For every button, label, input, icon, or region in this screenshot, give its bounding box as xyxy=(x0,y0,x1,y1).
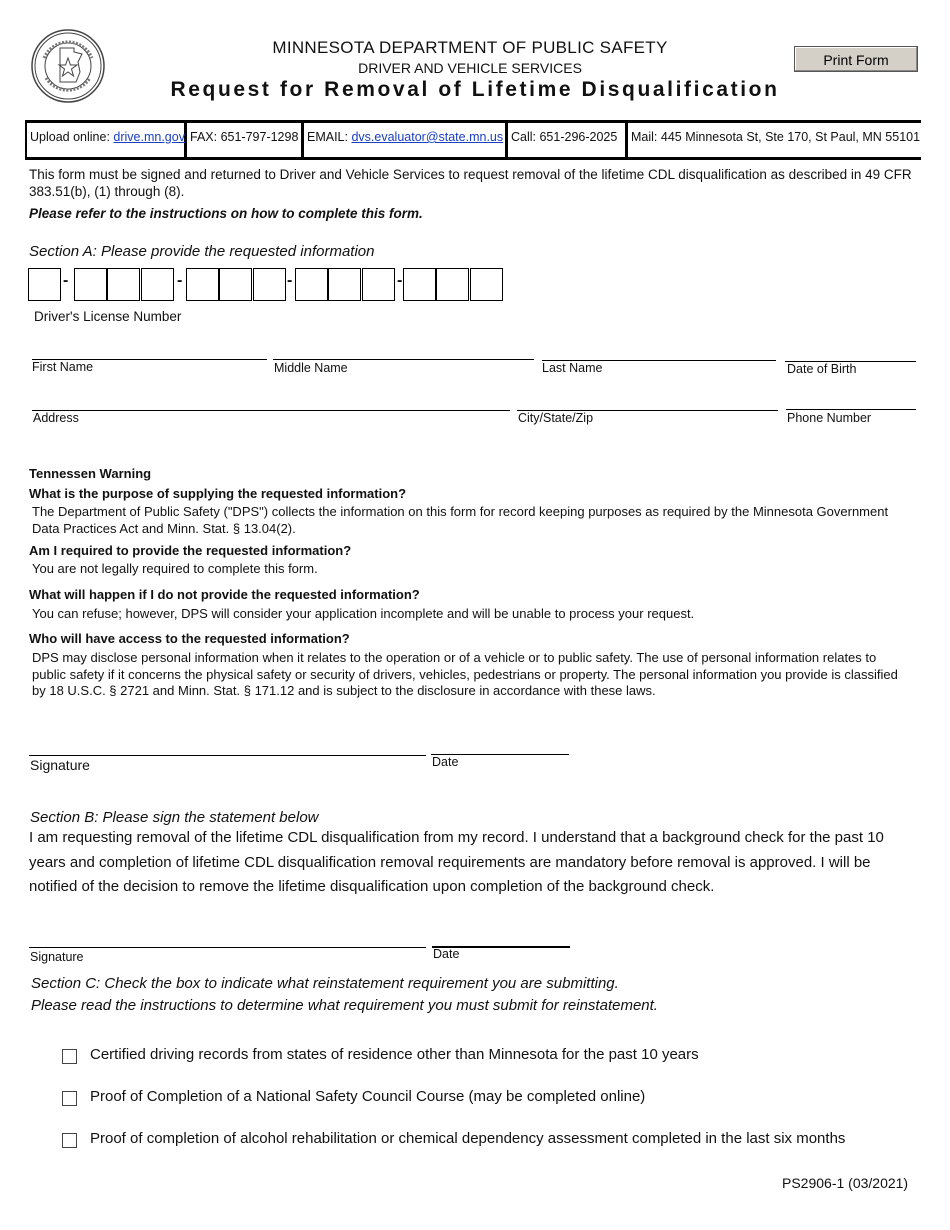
date-label: Date xyxy=(432,755,459,769)
checkbox-alcohol-rehab[interactable] xyxy=(62,1133,77,1148)
dl-digit-11[interactable] xyxy=(403,268,436,301)
call-cell: Call: 651-296-2025 xyxy=(508,123,628,157)
mail-cell: Mail: 445 Minnesota St, Ste 170, St Paul, MN 55101 xyxy=(631,130,921,144)
license-number-label: Driver's License Number xyxy=(34,309,182,324)
checkbox-label: Proof of Completion of a National Safety Council Course (may be completed online) xyxy=(90,1088,646,1105)
tennessen-answer: The Department of Public Safety ("DPS") collects the information on this form for record keeping purposes as required by the Minnesota Government Data Practices Act and Minn. Stat. § 13.04(2). xyxy=(32,504,889,536)
tennessen-question: Am I required to provide the requested information? xyxy=(29,543,352,558)
dl-digit-4[interactable] xyxy=(141,268,174,301)
print-form-button[interactable]: Print Form xyxy=(794,46,918,72)
section-b-statement: I am requesting removal of the lifetime CDL disqualification from my record. I understand that a background check for the past 10 years and completion of lifetime CDL disqualification removal requirements are mandatory before removal is approved. I will be notified of the decision to remove the lifetime disqualification upon completion of the background check. xyxy=(29,829,884,895)
dob-label: Date of Birth xyxy=(787,362,857,376)
email-link[interactable]: dvs.evaluator@state.mn.us xyxy=(351,130,504,144)
dl-digit-8[interactable] xyxy=(295,268,328,301)
dl-digit-9[interactable] xyxy=(328,268,361,301)
middle-name-field[interactable] xyxy=(273,359,534,360)
tennessen-answer: DPS may disclose personal information when it relates to the operation or of a vehicle or to public safety. The use of personal information relates to public safety if it concerns the physical safety or security of drivers, vehicles, pedestrians or property. The personal information you provide is classified by 18 U.S.C. § 2721 and Minn. Stat. § 171.12 and is subject to the disclosure in accordance with these laws. xyxy=(32,650,898,698)
dl-digit-1[interactable] xyxy=(28,268,61,301)
dl-digit-12[interactable] xyxy=(436,268,469,301)
agency-name: MINNESOTA DEPARTMENT OF PUBLIC SAFETY xyxy=(272,38,668,57)
dl-digit-2[interactable] xyxy=(74,268,107,301)
address-field[interactable] xyxy=(32,410,510,411)
email-cell xyxy=(304,123,508,157)
dl-separator: - xyxy=(397,272,403,289)
instructions-note: Please refer to the instructions on how to complete this form. xyxy=(29,206,423,221)
signature-label: Signature xyxy=(30,757,90,773)
middle-name-label: Middle Name xyxy=(274,361,348,375)
dl-digit-13[interactable] xyxy=(470,268,503,301)
section-c-heading: Section C: Check the box to indicate what reinstatement requirement you are submitting. xyxy=(31,975,619,992)
dl-separator: - xyxy=(177,272,183,289)
dl-digit-5[interactable] xyxy=(186,268,219,301)
phone-label: Phone Number xyxy=(787,411,872,425)
tennessen-answer: You are not legally required to complete this form. xyxy=(32,561,318,576)
upload-link[interactable]: drive.mn.gov xyxy=(113,130,185,144)
fax-cell: FAX: 651-797-1298 xyxy=(187,123,304,157)
form-number: PS2906-1 (03/2021) xyxy=(782,1175,909,1191)
tennessen-heading: Tennessen Warning xyxy=(29,466,152,481)
dl-separator: - xyxy=(63,272,69,289)
form-title: Request for Removal of Lifetime Disqualification xyxy=(170,78,780,101)
dl-digit-6[interactable] xyxy=(219,268,252,301)
section-b-heading: Section B: Please sign the statement below xyxy=(30,809,319,826)
first-name-label: First Name xyxy=(32,360,94,374)
tennessen-question: What is the purpose of supplying the requested information? xyxy=(29,486,407,501)
last-name-label: Last Name xyxy=(542,361,603,375)
contact-bar xyxy=(25,120,921,160)
dl-digit-10[interactable] xyxy=(362,268,395,301)
signature-field[interactable] xyxy=(29,755,426,756)
phone-field[interactable] xyxy=(786,409,916,410)
dl-digit-3[interactable] xyxy=(107,268,140,301)
section-c-subheading: Please read the instructions to determine what requirement you must submit for reinstatement. xyxy=(31,997,658,1014)
tennessen-answer: You can refuse; however, DPS will consider your application incomplete and will be unable to process your request. xyxy=(32,606,695,621)
city-state-zip-label: City/State/Zip xyxy=(518,411,594,425)
upload-prefix: Upload online: xyxy=(30,130,114,144)
checkbox-label: Proof of completion of alcohol rehabilitation or chemical dependency assessment completed in the last six months xyxy=(90,1130,846,1147)
dl-separator: - xyxy=(287,272,293,289)
tennessen-question: What will happen if I do not provide the requested information? xyxy=(29,587,420,602)
division-name: DRIVER AND VEHICLE SERVICES xyxy=(358,60,582,76)
email-prefix: EMAIL: xyxy=(307,130,352,144)
address-label: Address xyxy=(33,411,79,425)
date-label: Date xyxy=(433,947,460,961)
checkbox-label: Certified driving records from states of residence other than Minnesota for the past 10 years xyxy=(90,1046,699,1063)
intro-text: This form must be signed and returned to Driver and Vehicle Services to request removal of the lifetime CDL disqualification as described in 49 CFR 383.51(b), (1) through (8). xyxy=(29,167,912,199)
checkbox-safety-course[interactable] xyxy=(62,1091,77,1106)
signature-field[interactable] xyxy=(29,947,426,948)
section-a-heading: Section A: Please provide the requested information xyxy=(29,243,375,260)
signature-label: Signature xyxy=(30,950,84,964)
tennessen-question: Who will have access to the requested information? xyxy=(29,631,350,646)
checkbox-driving-records[interactable] xyxy=(62,1049,77,1064)
dl-digit-7[interactable] xyxy=(253,268,286,301)
upload-cell xyxy=(25,123,187,157)
